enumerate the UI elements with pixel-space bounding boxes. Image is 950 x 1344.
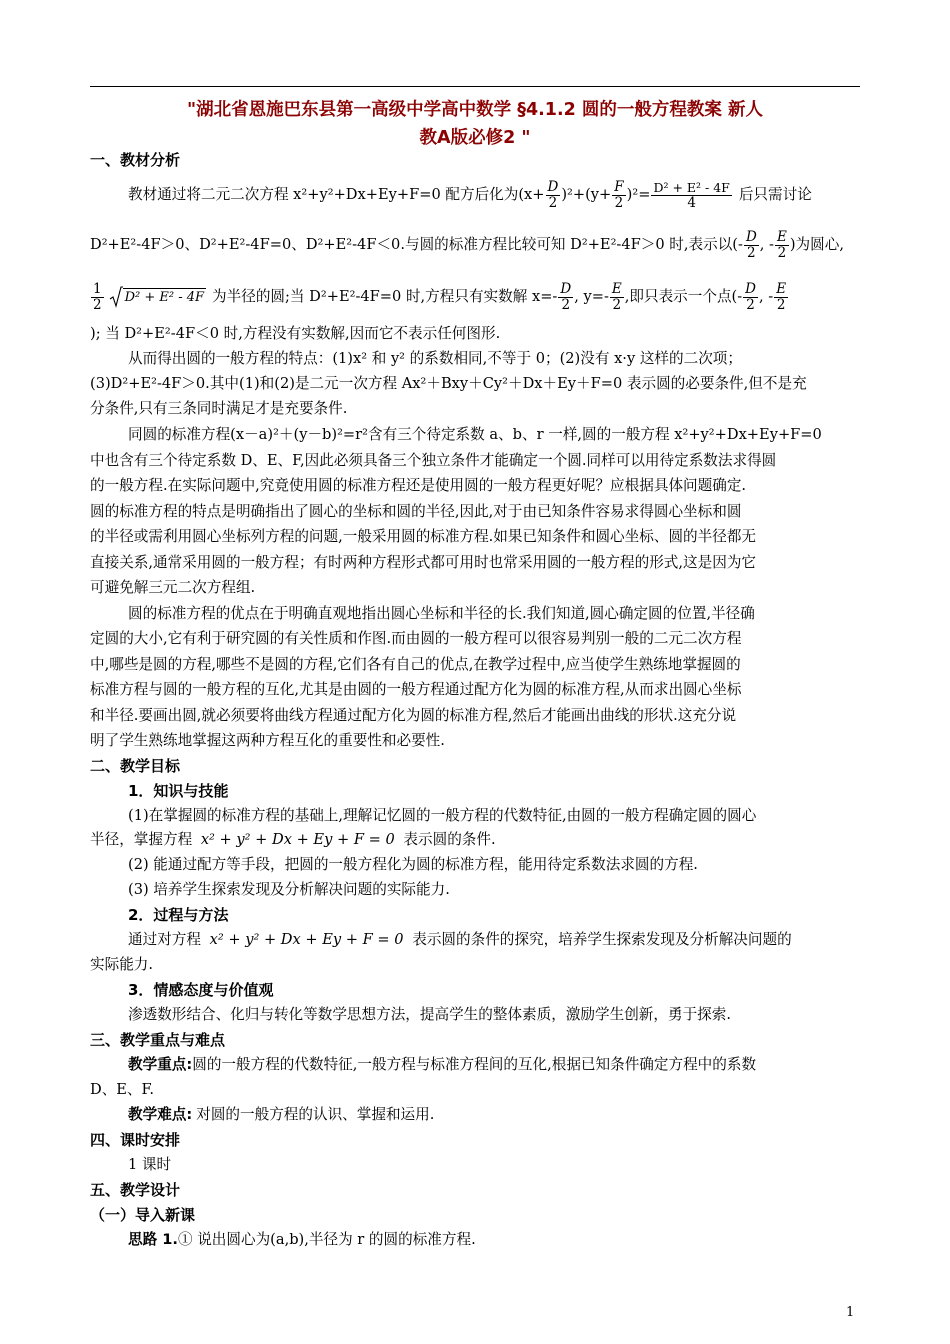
paragraph-line: (2) 能通过配方等手段，把圆的一般方程化为圆的标准方程，能用待定系数法求圆的方程.: [128, 856, 698, 873]
text-run: 半径，掌握方程: [90, 831, 193, 848]
equation: x² + y² + Dx + Ey + F = 0: [209, 931, 404, 948]
text-run: ① 说出圆心为(a,b),半径为 r 的圆的标准方程.: [177, 1231, 476, 1248]
paragraph-line: 圆的标准方程的特点是明确指出了圆心的坐标和圆的半径,因此,对于由已知条件容易求得圆心坐标和圆: [90, 503, 742, 520]
text-run: 后只需讨论: [738, 186, 812, 203]
numerator: E: [611, 280, 622, 297]
numerator: D: [560, 280, 572, 297]
denominator: 2: [610, 297, 624, 313]
title-line-2: 教A版必修2 ": [419, 128, 531, 148]
paragraph-line: (3) 培养学生探索发现及分析解决问题的实际能力.: [128, 881, 450, 898]
fraction-e-over-2: [775, 230, 789, 261]
paragraph-line: 中也含有三个待定系数 D、E、F,因此必须具备三个独立条件才能确定一个圆.同样可以用待定系数法求得圆: [90, 452, 777, 469]
label-key-point: 教学重点:: [128, 1056, 193, 1073]
numerator: 1: [93, 280, 102, 297]
numerator: E: [776, 228, 787, 245]
label-difficult-point: 教学难点:: [128, 1106, 193, 1123]
text-run: 教材通过将二元二次方程 x²+y²+Dx+Ey+F=0 配方后化为(x+: [128, 186, 545, 203]
text-run: D²+E²-4F＞0、D²+E²-4F=0、D²+E²-4F＜0.与圆的标准方程比较可知 D²+E²-4F＞0 时,表示以(-: [90, 236, 743, 253]
paragraph-line: 渗透数形结合、化归与转化等数学思想方法，提高学生的整体素质，激励学生创新，勇于探索.: [128, 1006, 731, 1023]
fraction-e-over-2: [610, 282, 624, 313]
paragraph-line: (3)D²+E²-4F＞0.其中(1)和(2)是二元一次方程 Ax²＋Bxy＋Cy²＋Dx＋Ey＋F=0 表示圆的必要条件,但不是充: [90, 375, 807, 392]
fraction-d-over-2: [546, 180, 561, 211]
section-heading-5: 五、教学设计: [90, 1181, 181, 1199]
fraction-d-over-2: [744, 230, 759, 261]
numerator: E: [776, 280, 787, 297]
section-heading-3: 三、教学重点与难点: [90, 1031, 226, 1049]
paragraph-line: [128, 1230, 476, 1250]
fraction-d-over-2: [743, 282, 758, 313]
denominator: 2: [558, 297, 573, 313]
paragraph-line: 分条件,只有三条同时满足才是充要条件.: [90, 400, 348, 417]
title-line-1: "湖北省恩施巴东县第一高级中学高中数学 §4.1.2 圆的一般方程教案 新人: [187, 100, 763, 120]
paragraph-line: [90, 274, 789, 320]
paragraph-line: 中,哪些是圆的方程,哪些不是圆的方程,它们各有自己的优点,在教学过程中,应当使学生熟练地掌握圆的: [90, 656, 741, 673]
paragraph-line: [128, 930, 792, 950]
fraction-one-half: [91, 282, 104, 313]
text-run: )²+(y+: [561, 186, 612, 203]
text-run: 通过对方程: [128, 931, 201, 948]
paragraph-line: 明了学生熟练地掌握这两种方程互化的重要性和必要性.: [90, 732, 445, 749]
paragraph-line: 圆的标准方程的优点在于明确直观地指出圆心坐标和半径的长.我们知道,圆心确定圆的位置,半径确: [128, 605, 755, 622]
paragraph-line: [90, 830, 496, 850]
text-run: 圆的一般方程的代数特征,一般方程与标准方程间的互化,根据已知条件确定方程中的系数: [192, 1056, 757, 1073]
text-run: )²=: [626, 186, 651, 203]
denominator: 2: [774, 297, 788, 313]
text-run: ,即只表示一个点(-: [624, 288, 743, 305]
label-approach: 思路 1.: [128, 1231, 178, 1248]
paragraph-line: D、E、F.: [90, 1081, 155, 1098]
numerator: D² + E² - 4F: [653, 179, 730, 195]
radicand: D² + E² - 4F: [124, 290, 205, 305]
subsection-heading: 2．过程与方法: [128, 906, 229, 924]
denominator: 2: [612, 195, 625, 211]
subsection-heading: 1．知识与技能: [128, 782, 229, 800]
paragraph-line: 和半径.要画出圆,就必须要将曲线方程通过配方化为圆的标准方程,然后才能画出曲线的形状.这充分说: [90, 707, 737, 724]
denominator: 4: [651, 195, 731, 211]
text-run: 表示圆的条件.: [403, 831, 496, 848]
numerator: D: [547, 178, 559, 195]
page-number: 1: [846, 1305, 855, 1320]
numerator: F: [614, 178, 624, 195]
paragraph-line: [128, 1055, 756, 1075]
header-rule: [90, 86, 860, 87]
denominator: 2: [743, 297, 758, 313]
paragraph-line: 可避免解三元二次方程组.: [90, 579, 256, 596]
subsection-heading: 3．情感态度与价值观: [128, 981, 274, 999]
numerator: D: [745, 228, 757, 245]
fraction-e-over-2: [774, 282, 788, 313]
paragraph-line: [90, 222, 844, 268]
radical-sign-icon: [109, 286, 123, 308]
section-heading-4: 四、课时安排: [90, 1131, 181, 1149]
denominator: 2: [775, 245, 789, 261]
text-run: 对圆的一般方程的认识、掌握和运用.: [196, 1106, 435, 1123]
paragraph-line: (1)在掌握圆的标准方程的基础上,理解记忆圆的一般方程的代数特征,由圆的一般方程确定圆的圆心: [128, 807, 757, 824]
document-title: [90, 96, 860, 152]
section-heading-1: 一、教材分析: [90, 151, 181, 169]
paragraph-line: [128, 1105, 434, 1125]
text-run: , -: [759, 236, 774, 253]
denominator: 2: [93, 296, 102, 313]
numerator: D: [745, 280, 756, 297]
fraction-d-over-2: [558, 282, 573, 313]
text-run: 表示圆的条件的探究，培养学生探索发现及分析解决问题的: [412, 931, 792, 948]
subsection-heading: （一）导入新课: [90, 1206, 196, 1224]
paragraph-line: 的一般方程.在实际问题中,究竟使用圆的标准方程还是使用圆的一般方程更好呢？应根据具体问题确定.: [90, 477, 747, 494]
fraction-discriminant-over-4: [651, 180, 731, 211]
text-run: )为圆心,: [789, 236, 844, 253]
paragraph-line: 定圆的大小,它有利于研究圆的有关性质和作图.而由圆的一般方程可以很容易判别一般的二元二次方程: [90, 630, 742, 647]
text-run: , y=-: [574, 288, 609, 305]
text-run: , -: [759, 288, 774, 305]
paragraph-line: 1 课时: [128, 1156, 172, 1173]
text-run: 为半径的圆;当 D²+E²-4F=0 时,方程只有实数解 x=-: [212, 288, 558, 305]
paragraph-line: ); 当 D²+E²-4F＜0 时,方程没有实数解,因而它不表示任何图形.: [90, 325, 501, 342]
square-root-expression: [109, 286, 206, 308]
fraction-f-over-2: [612, 180, 625, 211]
equation: x² + y² + Dx + Ey + F = 0: [200, 831, 395, 848]
denominator: 2: [546, 195, 561, 211]
paragraph-line: [128, 172, 812, 218]
paragraph-line: 同圆的标准方程(x－a)²＋(y－b)²=r²含有三个待定系数 a、b、r 一样,圆的一般方程 x²+y²+Dx+Ey+F=0: [128, 426, 822, 443]
paragraph-line: 标准方程与圆的一般方程的互化,尤其是由圆的一般方程通过配方化为圆的标准方程,从而求出圆心坐标: [90, 681, 742, 698]
paragraph-line: 的半径或需利用圆心坐标列方程的问题,一般采用圆的标准方程.如果已知条件和圆心坐标、圆的半径都无: [90, 528, 757, 545]
denominator: 2: [744, 245, 759, 261]
section-heading-2: 二、教学目标: [90, 757, 181, 775]
paragraph-line: 实际能力.: [90, 956, 154, 973]
paragraph-line: 从而得出圆的一般方程的特点：(1)x² 和 y² 的系数相同,不等于 0；(2)没有 x·y 这样的二次项；: [128, 350, 742, 367]
paragraph-line: 直接关系,通常采用圆的一般方程；有时两种方程形式都可用时也常采用圆的一般方程的形式,这是因为它: [90, 554, 757, 571]
